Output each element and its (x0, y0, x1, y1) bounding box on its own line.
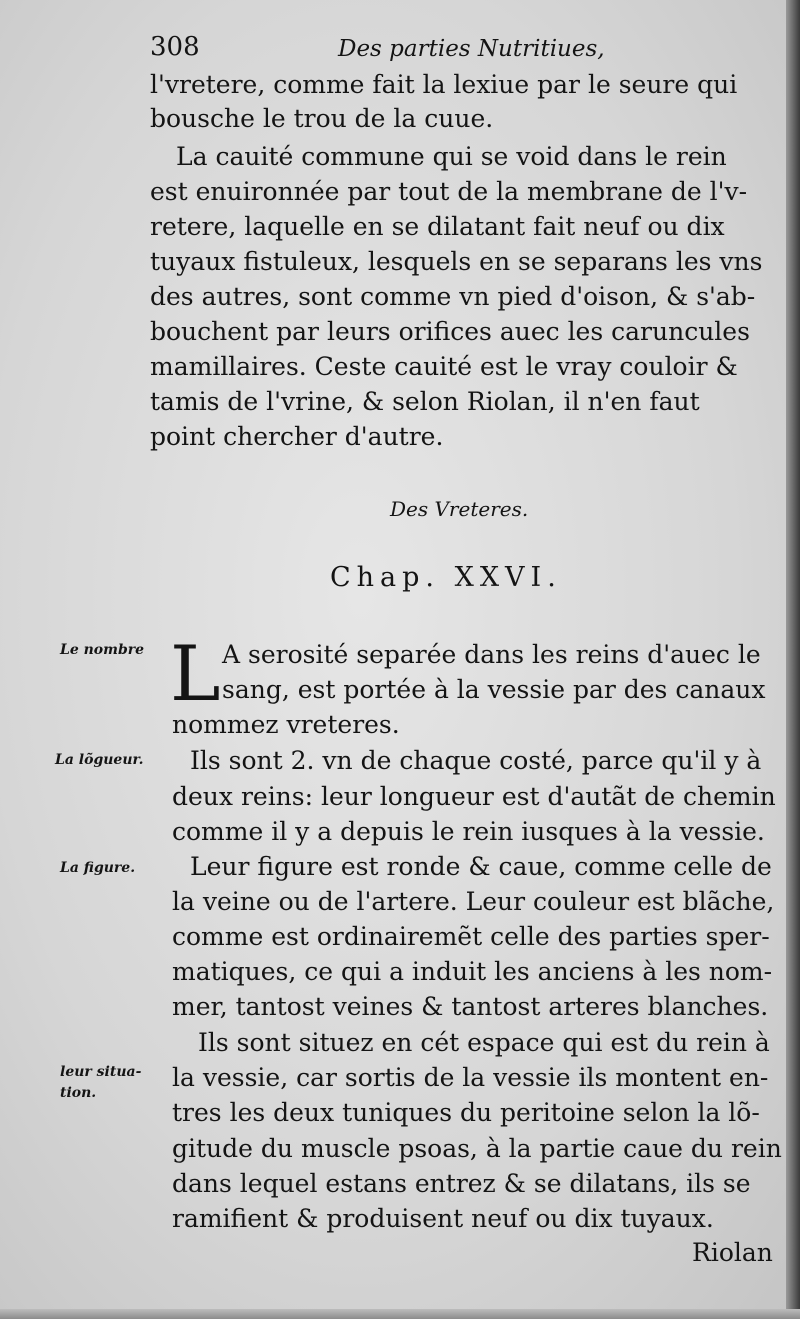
margin-note-nombre: Le nombre (60, 642, 145, 658)
text-line: la vessie, car sortis de la vessie ils montent en- (172, 1063, 769, 1092)
page-number: 308 (150, 32, 200, 62)
text-line: dans lequel estans entrez & se dilatans, ils se (172, 1169, 751, 1198)
text-line: mamillaires. Ceste cauité est le vray couloir & (150, 352, 738, 381)
text-line: tamis de l'vrine, & selon Riolan, il n'en faut (150, 387, 700, 416)
chapter-title: Chap. XXVI. (330, 562, 562, 593)
text-line: tuyaux fistuleux, lesquels en se separans les vns (150, 247, 763, 276)
margin-note-figure: La figure. (60, 860, 136, 876)
text-line: sang, est portée à la vessie par des canaux (222, 675, 766, 704)
text-line: A serosité separée dans les reins d'auec le (222, 640, 761, 669)
text-line: La cauité commune qui se void dans le rein (176, 142, 727, 171)
text-line: est enuironnée par tout de la membrane de l'v- (150, 177, 748, 206)
text-line: bousche le trou de la cuue. (150, 104, 494, 133)
page-bottom-edge (0, 1309, 800, 1319)
text-line: matiques, ce qui a induit les anciens à les nom- (172, 957, 773, 986)
catchword: Riolan (692, 1238, 773, 1267)
text-line: retere, laquelle en se dilatant fait neuf ou dix (150, 212, 725, 241)
text-line: Ils sont situez en cét espace qui est du rein à (198, 1028, 770, 1057)
text-line: comme est ordinairemẽt celle des parties sper- (172, 922, 770, 951)
text-line: bouchent par leurs orifices auec les caruncules (150, 317, 750, 346)
page-edge-shadow (786, 0, 800, 1319)
text-line: l'vretere, comme fait la lexiue par le seure qui (150, 70, 738, 99)
text-line: tres les deux tuniques du peritoine selon la lõ- (172, 1098, 760, 1127)
text-line: Ils sont 2. vn de chaque costé, parce qu'il y à (190, 746, 762, 775)
text-line: nommez vreteres. (172, 710, 400, 739)
text-line: Leur figure est ronde & caue, comme celle de (190, 852, 772, 881)
text-line: deux reins: leur longueur est d'autãt de chemin (172, 782, 776, 811)
text-line: gitude du muscle psoas, à la partie caue du rein (172, 1134, 782, 1163)
margin-note-situation-cont: tion. (60, 1085, 97, 1101)
text-line: la veine ou de l'artere. Leur couleur est blãche, (172, 887, 775, 916)
drop-cap: L (170, 629, 221, 718)
text-line: point chercher d'autre. (150, 422, 444, 451)
section-subheading: Des Vreteres. (390, 497, 529, 521)
text-line: mer, tantost veines & tantost arteres blanches. (172, 992, 769, 1021)
text-line: comme il y a depuis le rein iusques à la vessie. (172, 817, 765, 846)
running-title: Des parties Nutritiues, (338, 36, 605, 62)
text-line: des autres, sont comme vn pied d'oison, & s'ab- (150, 282, 756, 311)
margin-note-situation: leur situa- (60, 1064, 142, 1080)
margin-note-longueur: La lõgueur. (55, 752, 144, 768)
text-line: ramifient & produisent neuf ou dix tuyaux. (172, 1204, 714, 1233)
